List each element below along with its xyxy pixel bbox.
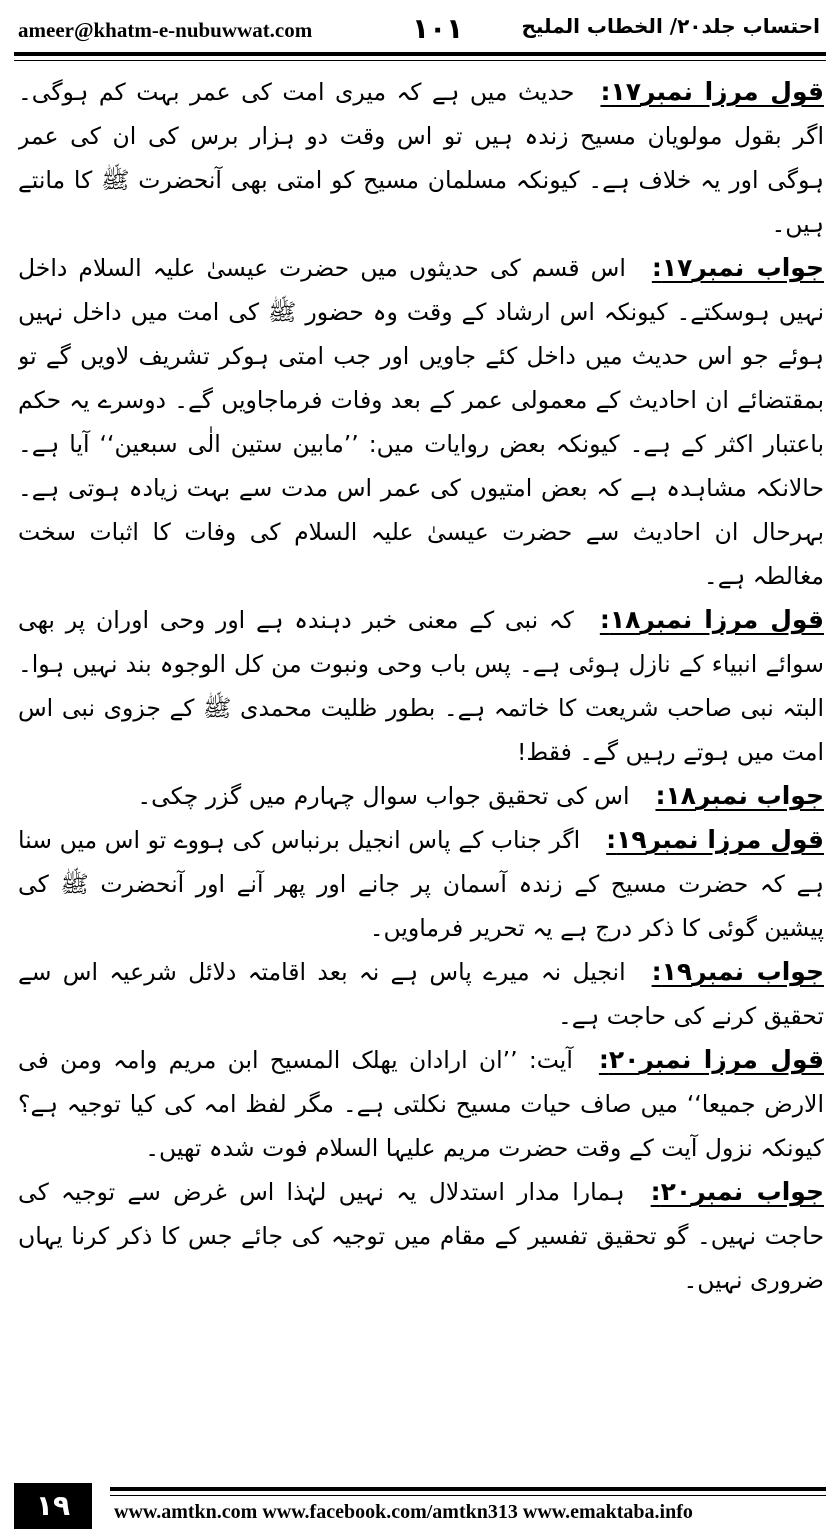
header-book-title: احتساب جلد۲۰/ الخطاب المليح (521, 14, 820, 38)
paragraph-text: ہمارا مدار استدلال یہ نہیں لہٰذا اس غرض سے توجیہ کی حاجت نہیں۔ گو تحقیق تفسیر کے مقام میں توجیہ کی جائے جس کا ذکر کرنا یہاں ضروری نہیں۔ (18, 1178, 824, 1294)
paragraph-qaul-17 (18, 70, 824, 246)
paragraph-text: کہ نبی کے معنی خبر دہندہ ہے اور وحی اوران پر بھی سوائے انبیاء کے نازل ہوئی ہے۔ پس باب وحی ونبوت من کل الوجوہ بند نہیں ہوا۔ البتہ نبی صاحب شریعت کا خاتمہ ہے۔ بطور ظلیت محمدی ﷺ کے جزوی نبی اس امت میں ہوتے رہیں گے۔ فقط! (18, 606, 824, 766)
page-header (14, 10, 826, 50)
footer-page-number: ۱۹ (14, 1483, 92, 1529)
page-footer (14, 1483, 826, 1533)
paragraph-heading: قول مرزا نمبر۱۹: (606, 825, 824, 854)
footer-links: www.amtkn.com www.facebook.com/amtkn313 www.emaktaba.info (114, 1501, 693, 1523)
paragraph-text: انجیل نہ میرے پاس ہے نہ بعد اقامتہ دلائل شرعیہ اس سے تحقیق کرنے کی حاجت ہے۔ (18, 958, 824, 1030)
paragraph-jawab-19 (18, 950, 824, 1038)
paragraph-qaul-19 (18, 818, 824, 950)
header-email: ameer@khatm-e-nubuwwat.com (18, 18, 313, 42)
paragraph-jawab-17 (18, 246, 824, 598)
paragraph-heading: قول مرزا نمبر۲۰: (598, 1045, 824, 1074)
paragraph-qaul-20 (18, 1038, 824, 1170)
header-page-number: ۱۰۱ (412, 12, 464, 45)
paragraph-text: حدیث میں ہے کہ میری امت کی عمر بہت کم ہوگی۔ اگر بقول مولویان مسیح زندہ ہیں تو اس وقت دو ہزار برس کی ان کی عمر ہوگی اور یہ خلاف ہے۔ کیونکہ مسلمان مسیح کو امتی بھی آنحضرت ﷺ کا مانتے ہیں۔ (18, 78, 824, 238)
paragraph-heading: جواب نمبر۱۸: (655, 781, 824, 810)
paragraph-text: اس قسم کی حدیثوں میں حضرت عیسیٰ علیہ السلام داخل نہیں ہوسکتے۔ کیونکہ اس ارشاد کے وقت وہ حضور ﷺ کی امت میں داخل نہیں ہوئے جو اس حدیث میں داخل کئے جاویں اور جب امتی ہوکر تشریف لاویں گے تو بمقتضائے ان احادیث کے معمولی عمر کے بعد وفات فرماجاویں گے۔ دوسرے یہ حکم باعتبار اکثر کے ہے۔ کیونکہ بعض روایات میں: ’’مابین ستین الٰی سبعین‘‘ آیا ہے۔ حالانکہ مشاہدہ ہے کہ بعض امتیوں کی عمر اس مدت سے بہت زیادہ ہوتی ہے۔ بہرحال ان احادیث سے حضرت عیسیٰ علیہ السلام کی وفات کا اثبات سخت مغالطہ ہے۔ (18, 254, 824, 590)
footer-rule-thin (110, 1495, 826, 1496)
paragraph-jawab-20 (18, 1170, 824, 1302)
paragraph-heading: جواب نمبر۱۹: (651, 957, 824, 986)
paragraph-heading: جواب نمبر۱۷: (651, 253, 824, 282)
paragraph-text: آیت: ’’ان ارادان یھلک المسیح ابن مریم وامہ ومن فی الارض جمیعا‘‘ میں صاف حیات مسیح نکلتی ہے۔ مگر لفظ امہ کی کیا توجیہ ہے؟ کیونکہ نزول آیت کے وقت حضرت مریم علیہا السلام فوت شدہ تھیں۔ (18, 1046, 824, 1162)
paragraph-text: اگر جناب کے پاس انجیل برنباس کی ہووے تو اس میں سنا ہے کہ حضرت مسیح کے زندہ آسمان پر جانے اور پھر آنے اور آنحضرت ﷺ کی پیشین گوئی کا ذکر درج ہے یہ تحریر فرماویں۔ (18, 826, 824, 942)
footer-rule-thick (110, 1487, 826, 1491)
paragraph-heading: قول مرزا نمبر۱۸: (599, 605, 824, 634)
header-rule-thick (14, 52, 826, 56)
paragraph-jawab-18 (18, 774, 824, 818)
page-body (18, 70, 824, 1470)
paragraph-heading: قول مرزا نمبر۱۷: (600, 77, 824, 106)
paragraph-heading: جواب نمبر۲۰: (650, 1177, 824, 1206)
paragraph-text: اس کی تحقیق جواب سوال چہارم میں گزر چکی۔ (137, 782, 630, 810)
paragraph-qaul-18 (18, 598, 824, 774)
header-rule-thin (14, 60, 826, 61)
